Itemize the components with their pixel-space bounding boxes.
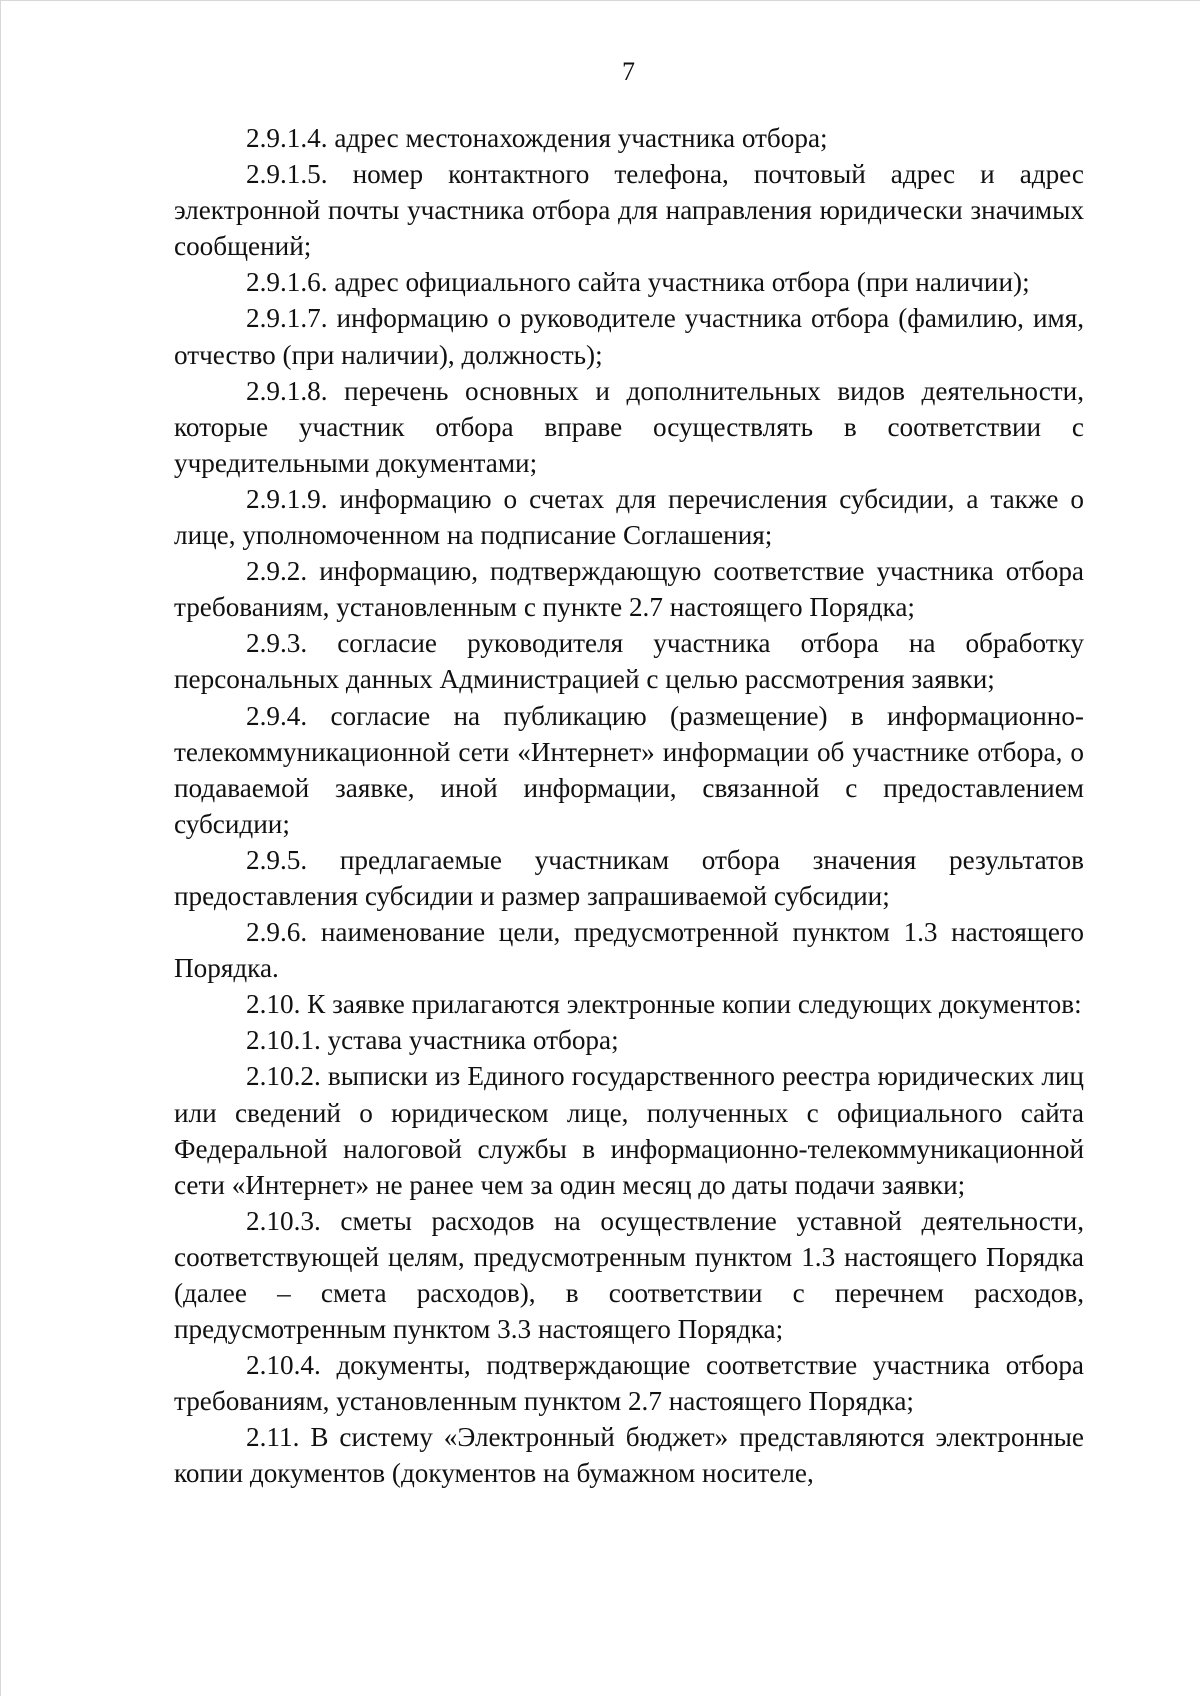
paragraph-2-9-4: 2.9.4. согласие на публикацию (размещение) в информационно-телекоммуникационной сети «Интернет» информации об участнике отбора, о подаваемой заявке, иной информации, связанной с предоставлением субсидии;	[174, 700, 1084, 839]
paragraph-2-9-1-9: 2.9.1.9. информацию о счетах для перечисления субсидии, а также о лице, уполномоченном на подписание Соглашения;	[174, 483, 1084, 551]
paragraph-2-9-3: 2.9.3. согласие руководителя участника отбора на обработку персональных данных Администрацией с целью рассмотрения заявки;	[174, 628, 1084, 695]
page-number: 7	[622, 57, 635, 86]
paragraph-2-10-2: 2.10.2. выписки из Единого государственного реестра юридических лиц или сведений о юридическом лице, полученных с официального сайта Федеральной налоговой службы в информационно-телекоммуникационной сети «Интернет» не ранее чем за один месяц до даты подачи заявки;	[174, 1061, 1084, 1200]
paragraph-2-10-4: 2.10.4. документы, подтверждающие соответствие участника отбора требованиям, установленным пунктом 2.7 настоящего Порядка;	[174, 1350, 1084, 1417]
paragraph-2-10: 2.10. К заявке прилагаются электронные копии следующих документов:	[246, 989, 1082, 1020]
paragraph-2-9-6: 2.9.6. наименование цели, предусмотренной пунктом 1.3 настоящего Порядка.	[174, 917, 1084, 984]
paragraph-2-9-1-5: 2.9.1.5. номер контактного телефона, почтовый адрес и адрес электронной почты участника отбора для направления юридически значимых сообщений;	[174, 159, 1084, 262]
paragraph-2-9-1-4: 2.9.1.4. адрес местонахождения участника отбора;	[246, 123, 828, 153]
paragraph-2-9-1-8: 2.9.1.8. перечень основных и дополнительных видов деятельности, которые участник отбора вправе осуществлять в соответствии с учредительными документами;	[174, 375, 1084, 478]
paragraph-2-9-5: 2.9.5. предлагаемые участникам отбора значения результатов предоставления субсидии и размер запрашиваемой субсидии;	[174, 844, 1084, 911]
paragraph-2-9-1-6: 2.9.1.6. адрес официального сайта участника отбора (при наличии);	[246, 267, 1030, 298]
document-body	[174, 120, 1084, 1492]
paragraph-2-9-1-7: 2.9.1.7. информацию о руководителе участника отбора (фамилию, имя, отчество (при наличии), должность);	[174, 303, 1084, 370]
paragraph-2-10-1: 2.10.1. устава участника отбора;	[246, 1025, 619, 1056]
paragraph-2-9-2: 2.9.2. информацию, подтверждающую соответствие участника отбора требованиям, установленным с пункте 2.7 настоящего Порядка;	[174, 556, 1084, 623]
paragraph-2-10-3: 2.10.3. сметы расходов на осуществление уставной деятельности, соответствующей целям, предусмотренным пунктом 1.3 настоящего Порядка (далее – смета расходов), в соответствии с перечнем расходов, предусмотренным пунктом 3.3 настоящего Порядка;	[174, 1205, 1084, 1345]
paragraph-2-11: 2.11. В систему «Электронный бюджет» представляются электронные копии документов (документов на бумажном носителе,	[174, 1422, 1084, 1489]
